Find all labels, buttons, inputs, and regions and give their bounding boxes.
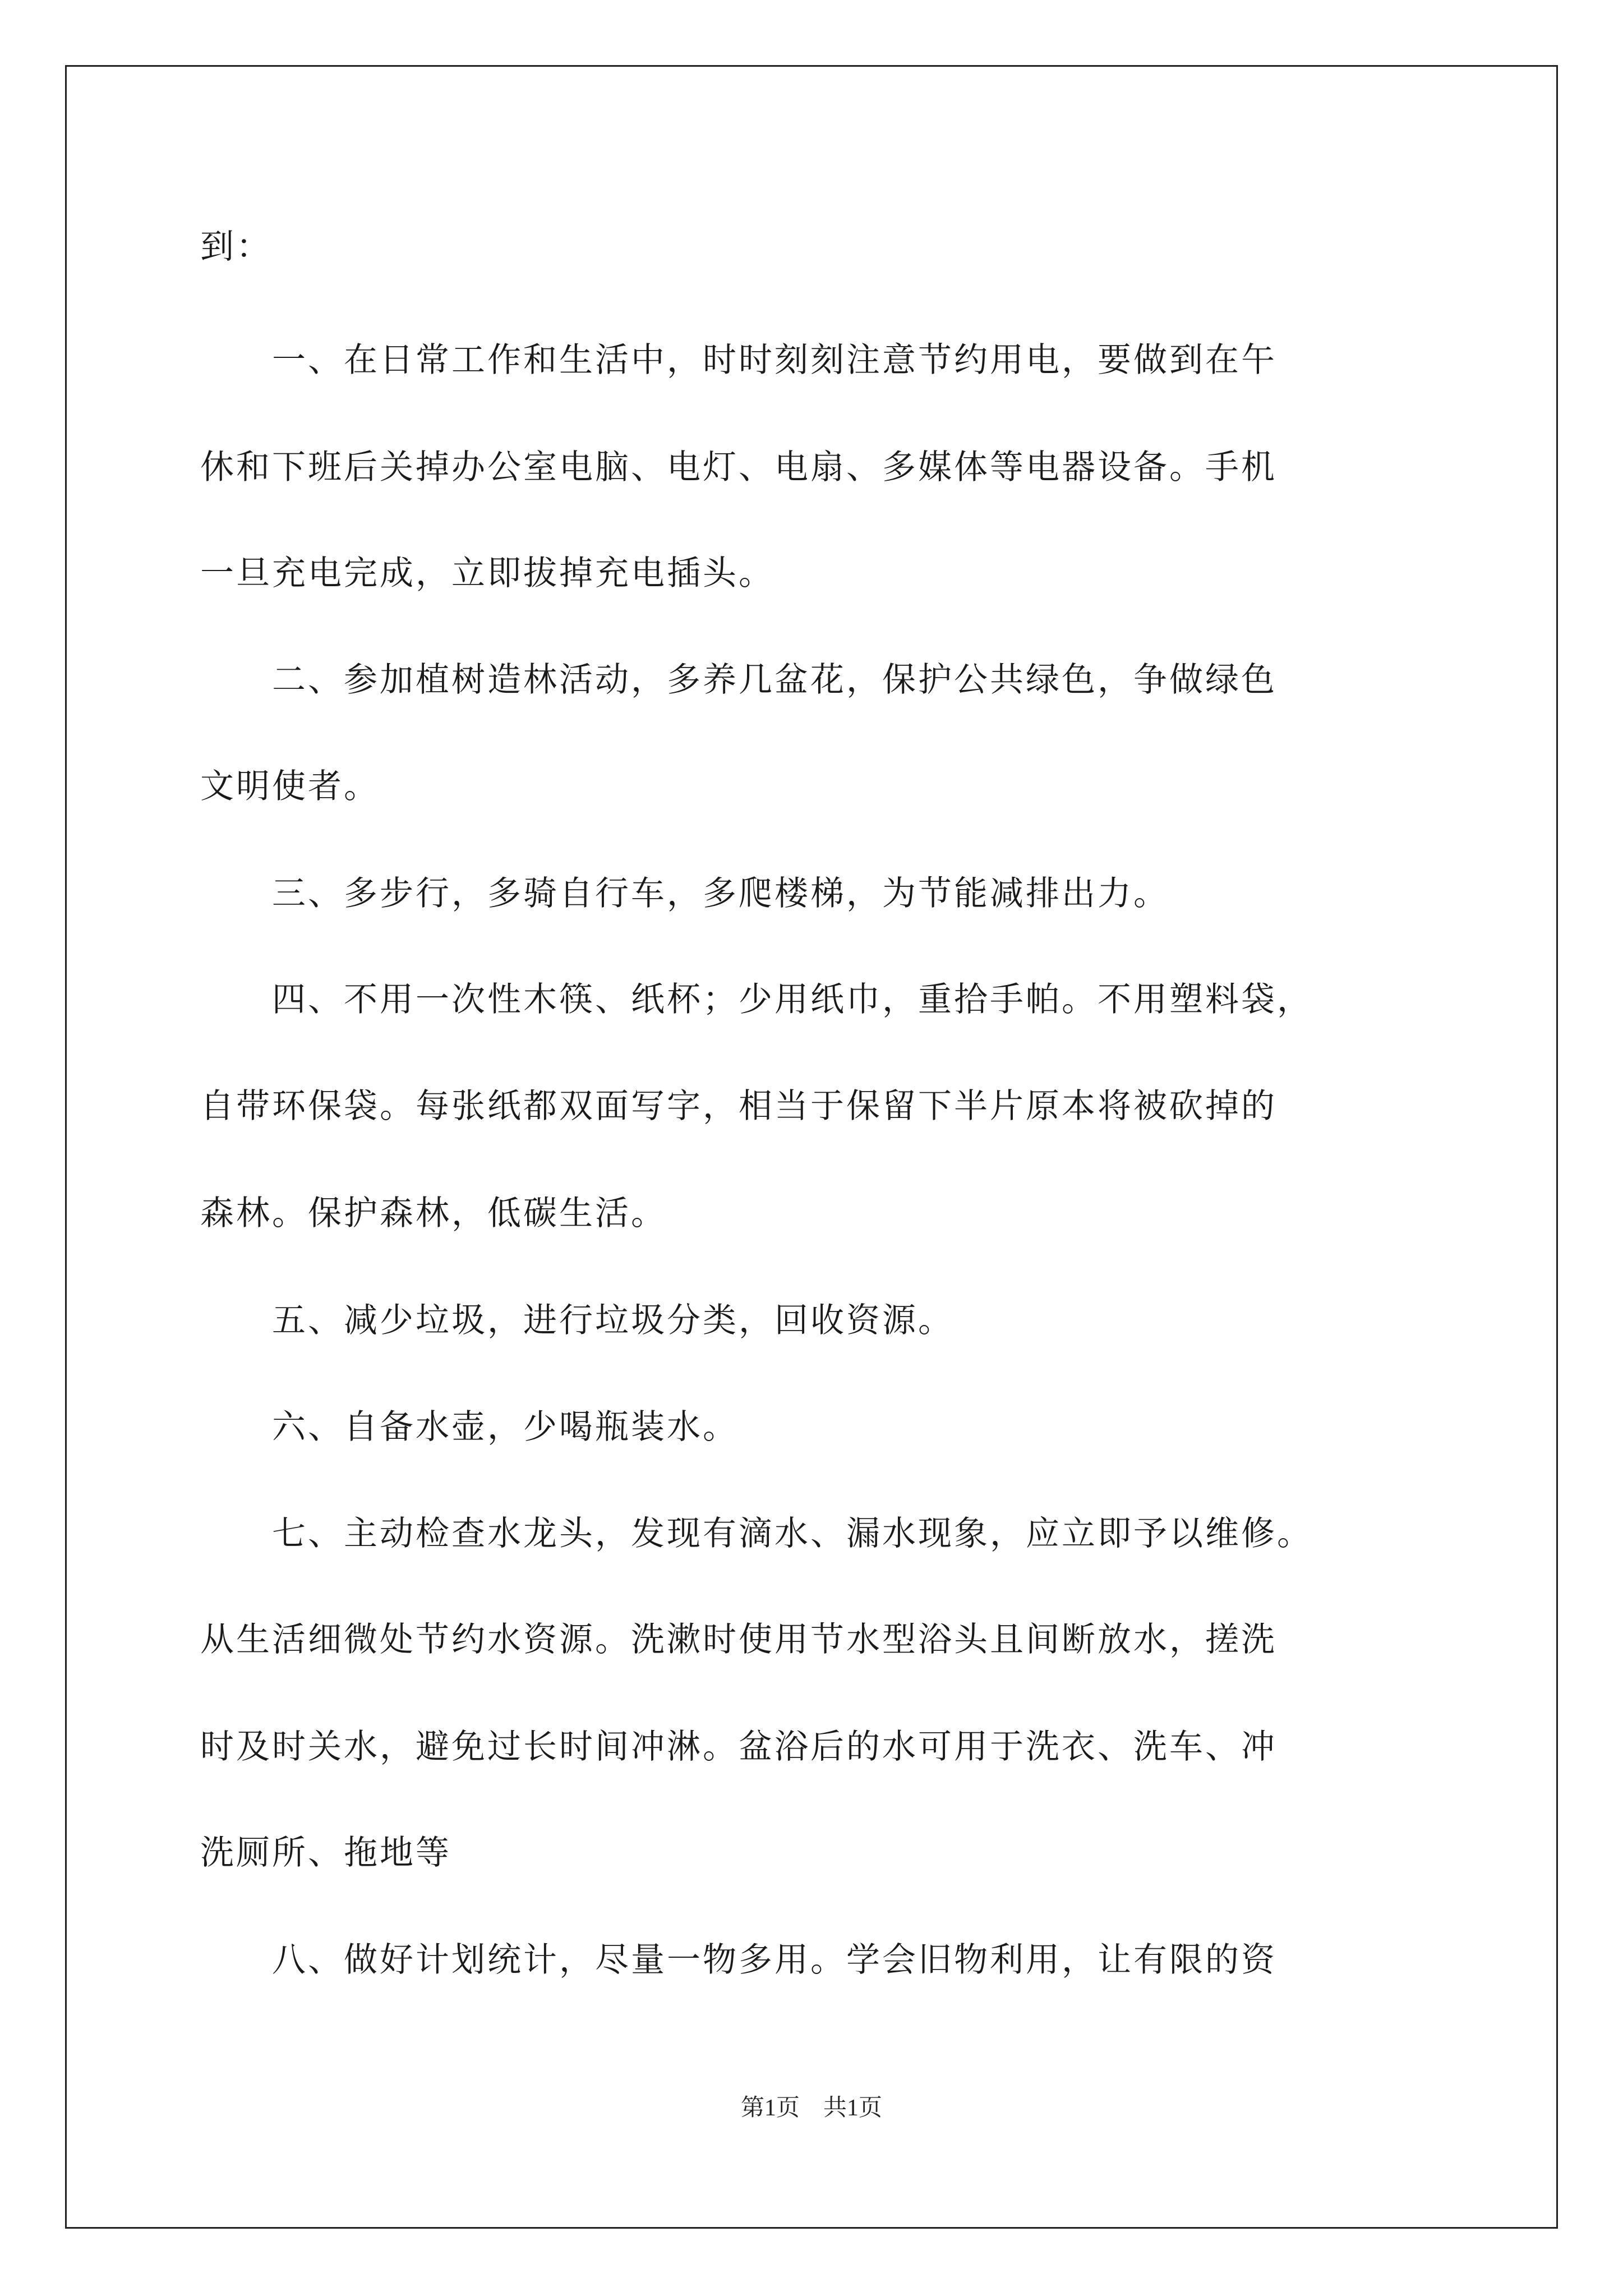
text-line: 森林。保护森林，低碳生活。 <box>200 1194 667 1233</box>
text-line: 六、自备水壶，少喝瓶装水。 <box>200 1407 739 1447</box>
text-line: 从生活细微处节约水资源。洗漱时使用节水型浴头且间断放水，搓洗 <box>200 1620 1277 1659</box>
text-line: 自带环保袋。每张纸都双面写字，相当于保留下半片原本将被砍掉的 <box>200 1087 1277 1126</box>
text-line: 四、不用一次性木筷、纸杯；少用纸巾，重拾手帕。不用塑料袋， <box>200 980 1313 1019</box>
text-line: 一旦充电完成，立即拔掉充电插头。 <box>200 554 774 593</box>
text-line: 文明使者。 <box>200 767 380 806</box>
page-frame <box>65 65 1558 2229</box>
page-footer: 第1页 共1页 <box>740 2095 882 2121</box>
text-line: 到： <box>200 227 272 266</box>
text-line: 三、多步行，多骑自行车，多爬楼梯，为节能减排出力。 <box>200 874 1169 913</box>
text-line: 休和下班后关掉办公室电脑、电灯、电扇、多媒体等电器设备。手机 <box>200 448 1277 487</box>
text-line: 一、在日常工作和生活中，时时刻刻注意节约用电，要做到在午 <box>200 341 1277 380</box>
text-line: 七、主动检查水龙头，发现有滴水、漏水现象，应立即予以维修。 <box>200 1514 1313 1553</box>
text-line: 时及时关水，避免过长时间冲淋。盆浴后的水可用于洗衣、洗车、冲 <box>200 1727 1277 1766</box>
text-line: 洗厕所、拖地等 <box>200 1833 451 1872</box>
text-line: 五、减少垃圾，进行垃圾分类，回收资源。 <box>200 1301 954 1340</box>
text-line: 二、参加植树造林活动，多养几盆花，保护公共绿色，争做绿色 <box>200 660 1277 700</box>
text-line: 八、做好计划统计，尽量一物多用。学会旧物利用，让有限的资 <box>200 1940 1277 1980</box>
